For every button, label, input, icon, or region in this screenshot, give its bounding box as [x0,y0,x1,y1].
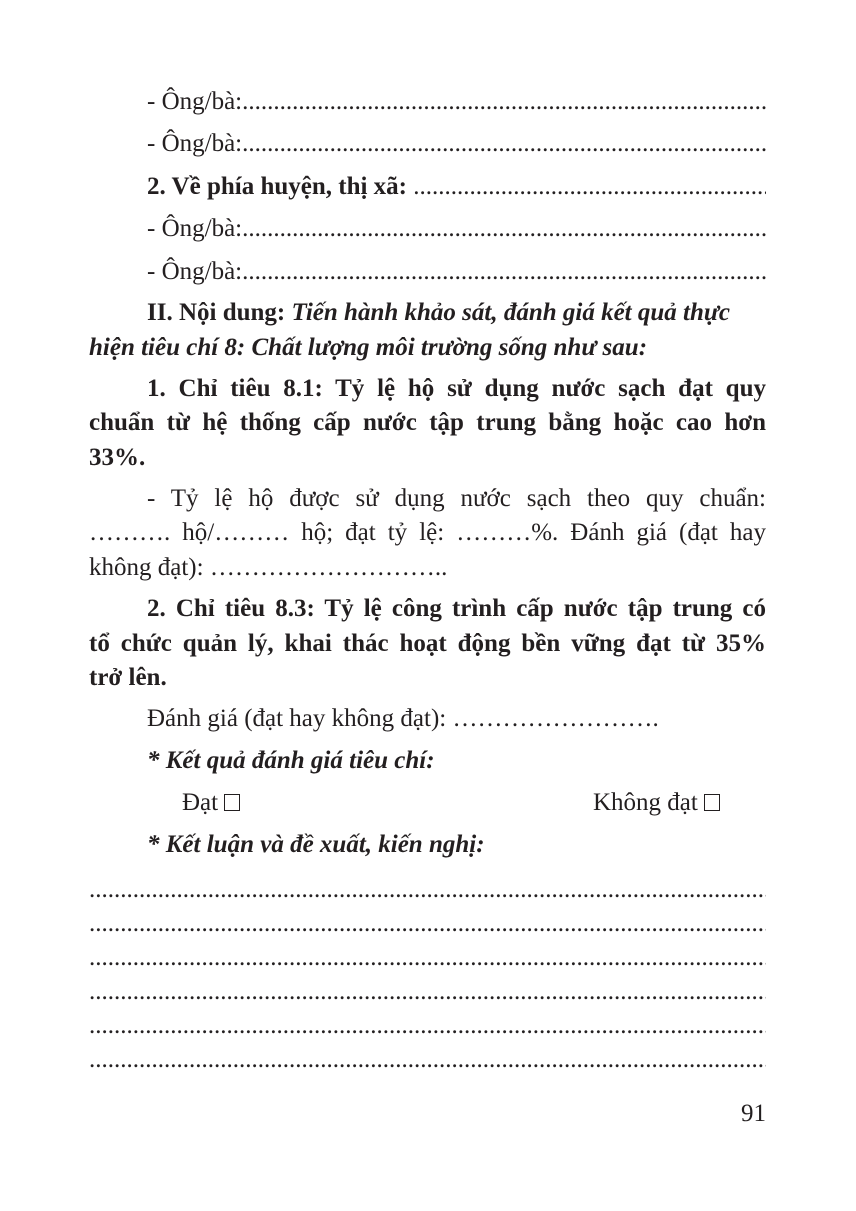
section1-person2-field[interactable] [147,127,766,161]
criterion1-rate-line1: - Tỷ lệ hộ được sử dụng nước sạch theo quy chuẩn: [147,485,766,512]
conclusion-blank-line[interactable] [89,975,766,1009]
page-number: 91 [741,1100,766,1127]
district-heading-field[interactable] [147,170,766,204]
blank-line [242,255,766,289]
conclusion-blank-line[interactable] [89,873,766,907]
blank-line [89,907,766,941]
conclusion-heading: * Kết luận và đề xuất, kiến nghị: [147,831,485,858]
conclusion-blank-line[interactable] [89,1009,766,1043]
criterion2-title-line2: tổ chức quản lý, khai thác hoạt động bền vững đạt từ 35% [89,630,766,657]
content-heading-line2: hiện tiêu chí 8: Chất lượng môi trường sống như sau: [89,334,648,361]
fail-checkbox[interactable] [704,794,720,811]
section1-person1-field[interactable] [147,85,766,119]
conclusion-blank-line[interactable] [89,941,766,975]
criterion1-title-line1: 1. Chỉ tiêu 8.1: Tỷ lệ hộ sử dụng nước sạch đạt quy [147,375,766,402]
blank-line [89,941,766,975]
criterion1-rate-line3[interactable]: không đạt): ……………………….. [89,554,448,581]
pass-label: Đạt [182,789,219,816]
conclusion-blank-line[interactable] [89,1043,766,1077]
person-label: - Ông/bà: [147,88,243,115]
blank-line [242,85,766,119]
blank-line [89,975,766,1009]
person-label: - Ông/bà: [147,258,243,285]
criterion1-title-line3: 33%. [89,444,146,471]
section2-person2-field[interactable] [147,255,766,289]
section2-person1-field[interactable] [147,212,766,246]
criterion2-title-line3: trở lên. [89,664,167,691]
fail-label: Không đạt [593,789,698,816]
criterion2-title-line1: 2. Chỉ tiêu 8.3: Tỷ lệ công trình cấp nước tập trung có [147,595,766,622]
blank-line [242,212,766,246]
blank-line [242,127,766,161]
blank-line [89,873,766,907]
person-label: - Ông/bà: [147,215,243,242]
pass-checkbox[interactable] [224,794,240,811]
blank-line [89,1009,766,1043]
content-heading-bold: II. Nội dung: [147,299,286,326]
criterion1-rate-line2[interactable]: ………. hộ/……… hộ; đạt tỷ lệ: ………%. Đánh giá (đạt hay [89,519,766,546]
criterion2-evaluation[interactable]: Đánh giá (đạt hay không đạt): ……………………. [147,705,659,732]
district-heading: 2. Về phía huyện, thị xã: [147,173,408,200]
blank-line [413,170,766,204]
criterion1-title-line2: chuẩn từ hệ thống cấp nước tập trung bằng hoặc cao hơn [89,409,766,436]
result-heading: * Kết quả đánh giá tiêu chí: [147,747,435,774]
conclusion-blank-line[interactable] [89,907,766,941]
fail-option[interactable] [593,786,720,820]
person-label: - Ông/bà: [147,130,243,157]
content-heading-italic: Tiến hành khảo sát, đánh giá kết quả thực [291,299,730,326]
pass-option[interactable] [182,786,240,820]
blank-line [89,1043,766,1077]
content-heading [147,296,766,330]
